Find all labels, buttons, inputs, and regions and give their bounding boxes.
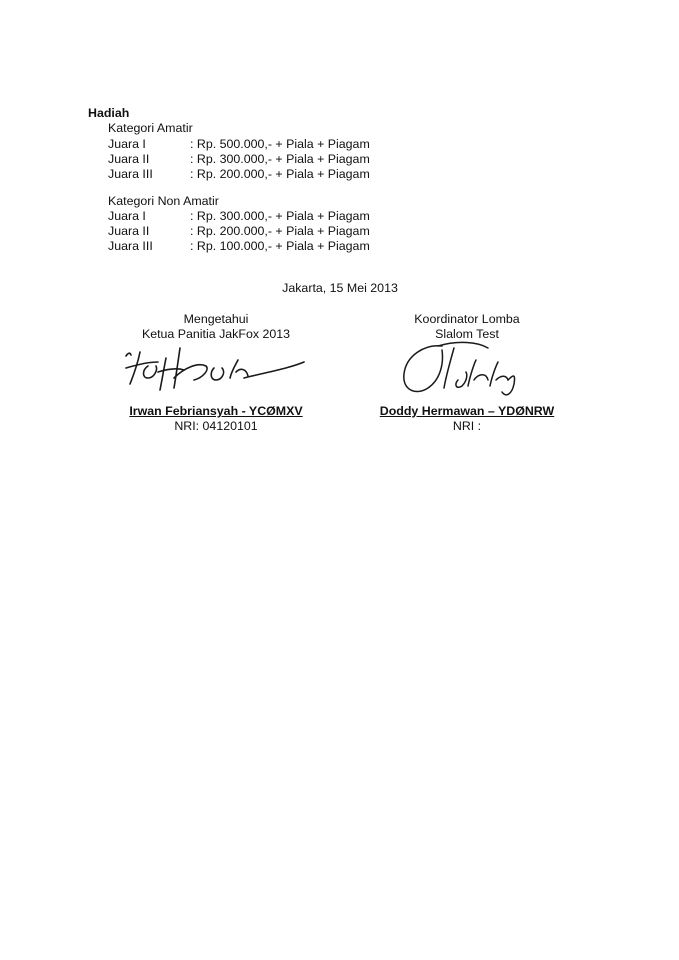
prize-rank: Juara I: [108, 137, 146, 151]
hadiah-heading: Hadiah: [88, 106, 130, 120]
prize-rank: Juara III: [108, 239, 153, 253]
left-signatory-name: Irwan Febriansyah - YCØMXV: [129, 404, 303, 418]
right-signatory-role: Koordinator Lomba: [414, 312, 520, 326]
right-signatory-nri: NRI :: [452, 419, 482, 433]
prize-amount: : Rp. 500.000,- + Piala + Piagam: [190, 137, 370, 151]
prize-amount: : Rp. 300.000,- + Piala + Piagam: [190, 209, 370, 223]
prize-rank: Juara II: [108, 152, 150, 166]
prize-amount: : Rp. 200.000,- + Piala + Piagam: [190, 167, 370, 181]
place-date: Jakarta, 15 Mei 2013: [282, 281, 398, 295]
left-signatory-role: Mengetahui: [183, 312, 249, 326]
right-signatory-name: Doddy Hermawan – YDØNRW: [379, 404, 555, 418]
left-signatory-nri: NRI: 04120101: [174, 419, 258, 433]
left-signatory-title: Ketua Panitia JakFox 2013: [141, 327, 291, 341]
prize-amount: : Rp. 300.000,- + Piala + Piagam: [190, 152, 370, 166]
prize-amount: : Rp. 100.000,- + Piala + Piagam: [190, 239, 370, 253]
prize-rank: Juara III: [108, 167, 153, 181]
prize-amount: : Rp. 200.000,- + Piala + Piagam: [190, 224, 370, 238]
right-signatory-title: Slalom Test: [435, 327, 499, 341]
prize-rank: Juara I: [108, 209, 146, 223]
right-signature-image: [398, 336, 528, 406]
left-signature-image: [118, 338, 308, 400]
category-title-non-amatir: Kategori Non Amatir: [108, 194, 219, 208]
category-title-amatir: Kategori Amatir: [108, 121, 193, 135]
prize-rank: Juara II: [108, 224, 150, 238]
